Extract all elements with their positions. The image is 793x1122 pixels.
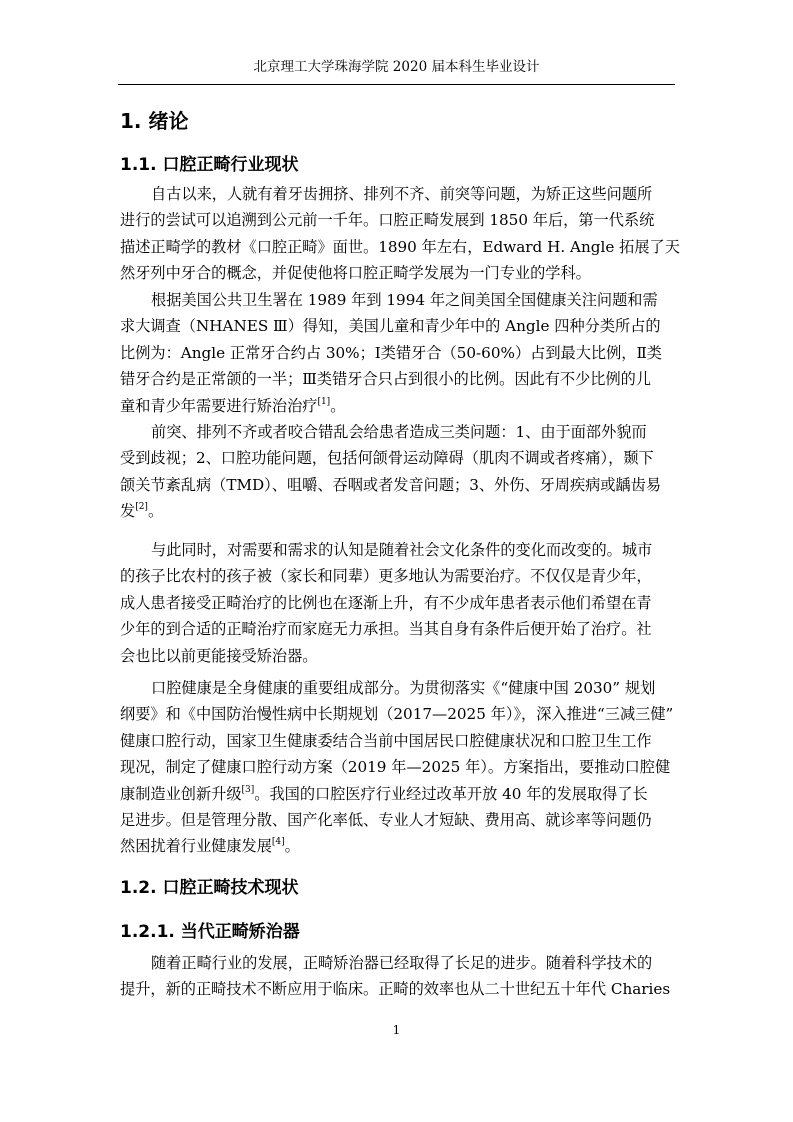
paragraph-5 [120, 675, 673, 860]
line-text: 童和青少年需要进行矫治治疗 [120, 396, 318, 415]
line-text: 发 [120, 502, 136, 521]
line-text: 。我国的口腔医疗行业经过改革开放 40 年的发展取得了长 [254, 784, 648, 803]
paragraph-line: 错牙合约是正常颌的一半；Ⅲ类错牙合只占到很小的比例。因此有不少比例的儿 [120, 370, 652, 389]
paragraph-line: 与此同时，对需要和需求的认知是随着社会文化条件的变化而改变的。城市 [151, 541, 653, 559]
paragraph-line [120, 393, 673, 419]
line-text: 然困扰着行业健康发展 [120, 837, 272, 856]
paragraph-6 [120, 950, 673, 1003]
citation-ref[interactable]: [3] [241, 784, 255, 795]
paragraph-4 [120, 537, 673, 669]
citation-ref[interactable]: [2] [135, 502, 148, 513]
paragraph-3 [120, 419, 673, 525]
citation-ref[interactable]: [1] [317, 396, 331, 407]
citation-ref[interactable]: [4] [271, 837, 285, 848]
running-header: 北京理工大学珠海学院 2020 届本科生毕业设计 [118, 58, 675, 85]
page-number: 1 [392, 1023, 401, 1037]
line-text: 。 [284, 837, 300, 856]
paragraph-line: 现况，制定了健康口腔行动方案（2019 年—2025 年）。方案指出，要推动口腔健 [120, 758, 671, 777]
paragraph-2 [120, 287, 673, 419]
paragraph-line [120, 833, 673, 859]
paragraph-line: 前突、排列不齐或者咬合错乱会给患者造成三类问题：1、由于面部外貌而 [151, 423, 647, 441]
paragraph-line: 健康口腔行动，国家卫生健康委结合当前中国居民口腔健康状况和口腔卫生工作 [120, 731, 652, 750]
paragraph-line: 受到歧视；2、口腔功能问题，包括何颌骨运动障碍（肌肉不调或者疼痛），颞下 [120, 449, 654, 468]
section-heading-1-2-1: 1.2.1. 当代正畸矫治器 [120, 922, 300, 942]
paragraph-line: 进行的尝试可以追溯到公元前一千年。口腔正畸发展到 1850 年后，第一代系统 [120, 211, 655, 230]
line-text: 。 [330, 396, 346, 415]
paragraph-line: 根据美国公共卫生署在 1989 年到 1994 年之间美国全国健康关注问题和需 [151, 291, 658, 309]
section-heading-1-2: 1.2. 口腔正畸技术现状 [120, 878, 299, 898]
paragraph-line: 的孩子比农村的孩子被（家长和同辈）更多地认为需要治疗。不仅仅是青少年， [120, 567, 652, 586]
paragraph-line: 少年的到合适的正畸治疗而家庭无力承担。当其自身有条件后便开始了治疗。社 [120, 620, 652, 639]
line-text: 。 [147, 502, 164, 521]
paragraph-line: 会也比以前更能接受矫治器。 [120, 646, 318, 665]
paragraph-1 [120, 181, 680, 287]
paragraph-line [120, 498, 673, 524]
paragraph-line: 纲要》和《中国防治慢性病中长期规划（2017—2025 年）》，深入推进“三减三健” [120, 705, 674, 724]
section-heading-1: 1. 绪论 [120, 109, 189, 133]
line-text: 康制造业创新升级 [120, 784, 242, 803]
paragraph-line: 描述正畸学的教材《口腔正畸》面世。1890 年左右，Edward H. Angle 拓展了天 [120, 237, 680, 256]
paragraph-line [120, 781, 673, 807]
paragraph-line: 提升，新的正畸技术不断应用于临床。正畸的效率也从二十世纪五十年代 Charies [120, 980, 671, 999]
paragraph-line: 自古以来，人就有着牙齿拥挤、排列不齐、前突等问题，为矫正这些问题所 [151, 185, 653, 203]
paragraph-line: 然牙列中牙合的概念，并促使他将口腔正畸学发展为一门专业的学科。 [120, 264, 591, 283]
paragraph-line: 口腔健康是全身健康的重要组成部分。为贯彻落实《“健康中国 2030” 规划 [151, 679, 656, 697]
paragraph-line: 颌关节紊乱病（TMD）、咀嚼、吞咽或者发音问题；3、外伤、牙周疾病或龋齿易 [120, 475, 662, 494]
paragraph-line: 足进步。但是管理分散、国产化率低、专业人才短缺、费用高、就诊率等问题仍 [120, 811, 652, 830]
section-heading-1-1: 1.1. 口腔正畸行业现状 [120, 155, 299, 175]
paragraph-line: 比例为：Angle 正常牙合约占 30%；Ⅰ类错牙合（50-60%）占到最大比例，Ⅱ类 [120, 343, 662, 362]
paragraph-line: 求大调查（NHANES Ⅲ）得知，美国儿童和青少年中的 Angle 四种分类所占的 [120, 317, 661, 336]
paragraph-line: 随着正畸行业的发展，正畸矫治器已经取得了长足的进步。随着科学技术的 [151, 954, 653, 972]
paragraph-line: 成人患者接受正畸治疗的比例也在逐渐上升，有不少成年患者表示他们希望在青 [120, 593, 652, 612]
